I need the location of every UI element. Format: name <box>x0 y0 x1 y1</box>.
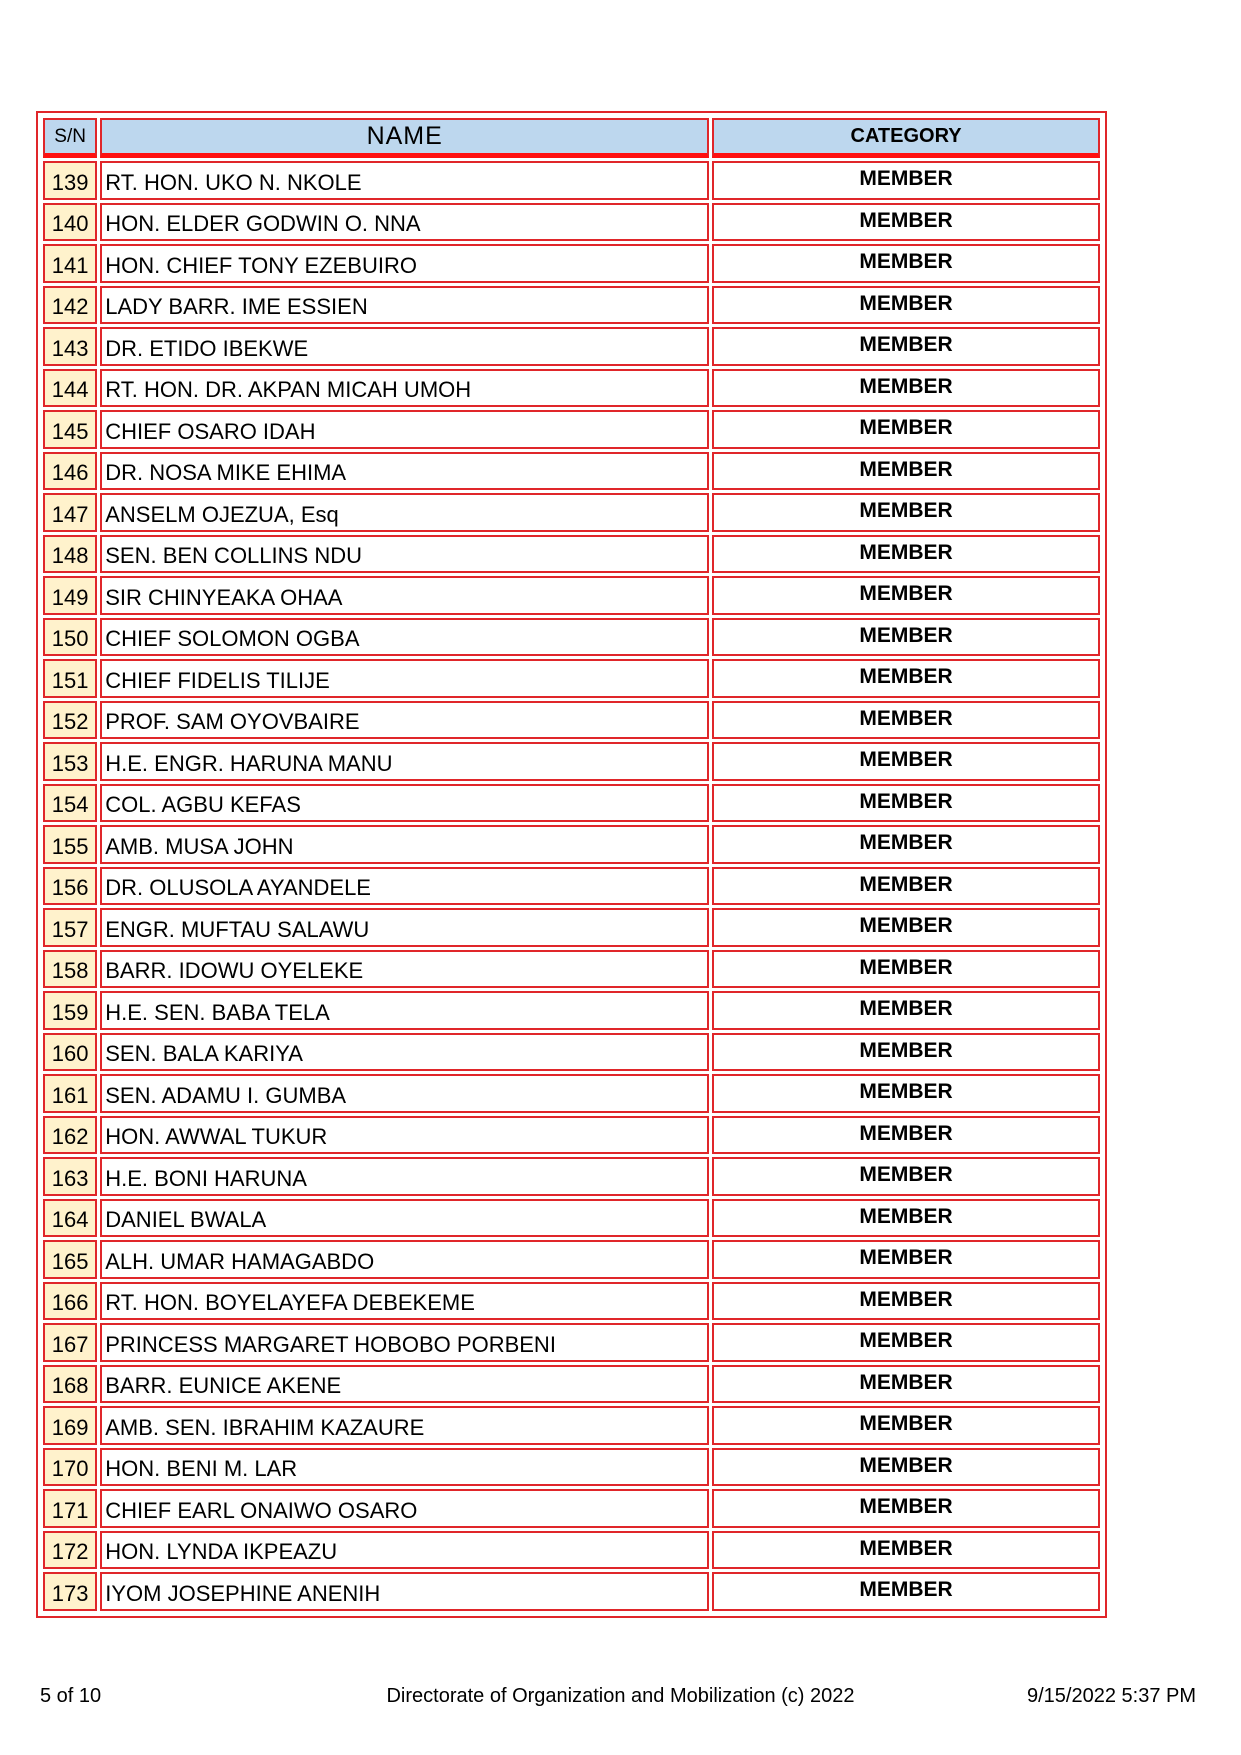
table-row <box>43 1489 1100 1528</box>
row-sn: 153 <box>43 742 97 781</box>
row-sn: 158 <box>43 950 97 989</box>
row-name: ALH. UMAR HAMAGABDO <box>100 1240 709 1279</box>
row-category: MEMBER <box>712 1489 1100 1528</box>
page-footer <box>0 1685 1241 1715</box>
row-sn: 151 <box>43 659 97 698</box>
row-category: MEMBER <box>712 1116 1100 1155</box>
table-row <box>43 618 1100 657</box>
row-name: HON. CHIEF TONY EZEBUIRO <box>100 244 709 283</box>
table-row <box>43 1074 1100 1113</box>
row-category: MEMBER <box>712 991 1100 1030</box>
row-sn: 159 <box>43 991 97 1030</box>
row-name: SEN. ADAMU I. GUMBA <box>100 1074 709 1113</box>
row-sn: 147 <box>43 493 97 532</box>
row-name: ANSELM OJEZUA, Esq <box>100 493 709 532</box>
row-name: H.E. BONI HARUNA <box>100 1157 709 1196</box>
row-sn: 139 <box>43 161 97 200</box>
row-sn: 142 <box>43 286 97 325</box>
row-name: DANIEL BWALA <box>100 1199 709 1238</box>
row-category: MEMBER <box>712 161 1100 200</box>
row-category: MEMBER <box>712 493 1100 532</box>
row-sn: 162 <box>43 1116 97 1155</box>
row-name: CHIEF FIDELIS TILIJE <box>100 659 709 698</box>
table-row <box>43 244 1100 283</box>
row-category: MEMBER <box>712 369 1100 408</box>
row-category: MEMBER <box>712 535 1100 574</box>
table-row <box>43 908 1100 947</box>
row-name: ENGR. MUFTAU SALAWU <box>100 908 709 947</box>
row-name: CHIEF EARL ONAIWO OSARO <box>100 1489 709 1528</box>
table-row <box>43 327 1100 366</box>
table-row <box>43 991 1100 1030</box>
row-category: MEMBER <box>712 1448 1100 1487</box>
row-sn: 171 <box>43 1489 97 1528</box>
row-category: MEMBER <box>712 1199 1100 1238</box>
row-sn: 161 <box>43 1074 97 1113</box>
row-name: AMB. MUSA JOHN <box>100 825 709 864</box>
row-name: HON. LYNDA IKPEAZU <box>100 1531 709 1570</box>
table-row <box>43 825 1100 864</box>
row-category: MEMBER <box>712 1033 1100 1072</box>
row-category: MEMBER <box>712 203 1100 242</box>
header-sn: S/N <box>43 118 97 158</box>
row-category: MEMBER <box>712 908 1100 947</box>
row-category: MEMBER <box>712 286 1100 325</box>
header-category: CATEGORY <box>712 118 1100 158</box>
row-sn: 160 <box>43 1033 97 1072</box>
row-category: MEMBER <box>712 1074 1100 1113</box>
row-name: COL. AGBU KEFAS <box>100 784 709 823</box>
table-row <box>43 701 1100 740</box>
row-category: MEMBER <box>712 784 1100 823</box>
table-row <box>43 1240 1100 1279</box>
table-body <box>43 161 1100 1611</box>
row-name: BARR. EUNICE AKENE <box>100 1365 709 1404</box>
row-name: H.E. SEN. BABA TELA <box>100 991 709 1030</box>
row-category: MEMBER <box>712 1406 1100 1445</box>
row-name: CHIEF SOLOMON OGBA <box>100 618 709 657</box>
row-sn: 156 <box>43 867 97 906</box>
row-sn: 155 <box>43 825 97 864</box>
row-category: MEMBER <box>712 1157 1100 1196</box>
members-table-frame <box>36 111 1107 1618</box>
row-name: SEN. BEN COLLINS NDU <box>100 535 709 574</box>
row-name: HON. AWWAL TUKUR <box>100 1116 709 1155</box>
row-sn: 150 <box>43 618 97 657</box>
row-sn: 169 <box>43 1406 97 1445</box>
row-category: MEMBER <box>712 867 1100 906</box>
row-sn: 146 <box>43 452 97 491</box>
row-name: AMB. SEN. IBRAHIM KAZAURE <box>100 1406 709 1445</box>
row-sn: 168 <box>43 1365 97 1404</box>
row-category: MEMBER <box>712 1531 1100 1570</box>
page-number: 5 of 10 <box>40 1685 102 1707</box>
row-name: RT. HON. BOYELAYEFA DEBEKEME <box>100 1282 709 1321</box>
table-row <box>43 286 1100 325</box>
table-row <box>43 410 1100 449</box>
table-row <box>43 161 1100 200</box>
row-category: MEMBER <box>712 452 1100 491</box>
row-category: MEMBER <box>712 618 1100 657</box>
table-row <box>43 784 1100 823</box>
row-name: H.E. ENGR. HARUNA MANU <box>100 742 709 781</box>
table-row <box>43 1531 1100 1570</box>
table-row <box>43 452 1100 491</box>
row-name: BARR. IDOWU OYELEKE <box>100 950 709 989</box>
table-row <box>43 1033 1100 1072</box>
row-name: SEN. BALA KARIYA <box>100 1033 709 1072</box>
table-row <box>43 1448 1100 1487</box>
row-sn: 141 <box>43 244 97 283</box>
table-row <box>43 369 1100 408</box>
footer-copyright: Directorate of Organization and Mobilization (c) 2022 <box>386 1685 855 1707</box>
row-sn: 140 <box>43 203 97 242</box>
table-row <box>43 950 1100 989</box>
row-category: MEMBER <box>712 1240 1100 1279</box>
row-category: MEMBER <box>712 825 1100 864</box>
table-row <box>43 1157 1100 1196</box>
row-sn: 145 <box>43 410 97 449</box>
row-name: DR. NOSA MIKE EHIMA <box>100 452 709 491</box>
row-name: RT. HON. DR. AKPAN MICAH UMOH <box>100 369 709 408</box>
table-row <box>43 1282 1100 1321</box>
table-row <box>43 576 1100 615</box>
row-sn: 170 <box>43 1448 97 1487</box>
table-row <box>43 867 1100 906</box>
row-sn: 143 <box>43 327 97 366</box>
row-sn: 164 <box>43 1199 97 1238</box>
row-sn: 149 <box>43 576 97 615</box>
row-category: MEMBER <box>712 244 1100 283</box>
row-category: MEMBER <box>712 1572 1100 1611</box>
row-name: HON. BENI M. LAR <box>100 1448 709 1487</box>
row-category: MEMBER <box>712 410 1100 449</box>
table-row <box>43 1323 1100 1362</box>
row-sn: 172 <box>43 1531 97 1570</box>
row-name: SIR CHINYEAKA OHAA <box>100 576 709 615</box>
row-category: MEMBER <box>712 1365 1100 1404</box>
table-row <box>43 203 1100 242</box>
table-row <box>43 1116 1100 1155</box>
header-name: NAME <box>100 118 709 158</box>
table-row <box>43 1406 1100 1445</box>
row-sn: 167 <box>43 1323 97 1362</box>
row-name: PRINCESS MARGARET HOBOBO PORBENI <box>100 1323 709 1362</box>
row-sn: 173 <box>43 1572 97 1611</box>
row-name: CHIEF OSARO IDAH <box>100 410 709 449</box>
row-category: MEMBER <box>712 701 1100 740</box>
row-sn: 144 <box>43 369 97 408</box>
row-sn: 157 <box>43 908 97 947</box>
row-sn: 163 <box>43 1157 97 1196</box>
table-row <box>43 659 1100 698</box>
row-name: DR. ETIDO IBEKWE <box>100 327 709 366</box>
row-name: RT. HON. UKO N. NKOLE <box>100 161 709 200</box>
table-row <box>43 1572 1100 1611</box>
table-row <box>43 493 1100 532</box>
table-row <box>43 1199 1100 1238</box>
footer-datetime: 9/15/2022 5:37 PM <box>1026 1685 1196 1707</box>
members-table <box>40 115 1103 1614</box>
table-row <box>43 1365 1100 1404</box>
header-row <box>43 118 1100 158</box>
row-category: MEMBER <box>712 1323 1100 1362</box>
row-sn: 152 <box>43 701 97 740</box>
row-sn: 166 <box>43 1282 97 1321</box>
table-row <box>43 742 1100 781</box>
row-category: MEMBER <box>712 742 1100 781</box>
row-name: IYOM JOSEPHINE ANENIH <box>100 1572 709 1611</box>
row-sn: 148 <box>43 535 97 574</box>
table-row <box>43 535 1100 574</box>
row-name: LADY BARR. IME ESSIEN <box>100 286 709 325</box>
row-name: DR. OLUSOLA AYANDELE <box>100 867 709 906</box>
row-category: MEMBER <box>712 1282 1100 1321</box>
row-category: MEMBER <box>712 576 1100 615</box>
row-category: MEMBER <box>712 950 1100 989</box>
row-category: MEMBER <box>712 659 1100 698</box>
row-sn: 154 <box>43 784 97 823</box>
row-name: HON. ELDER GODWIN O. NNA <box>100 203 709 242</box>
row-name: PROF. SAM OYOVBAIRE <box>100 701 709 740</box>
row-category: MEMBER <box>712 327 1100 366</box>
row-sn: 165 <box>43 1240 97 1279</box>
